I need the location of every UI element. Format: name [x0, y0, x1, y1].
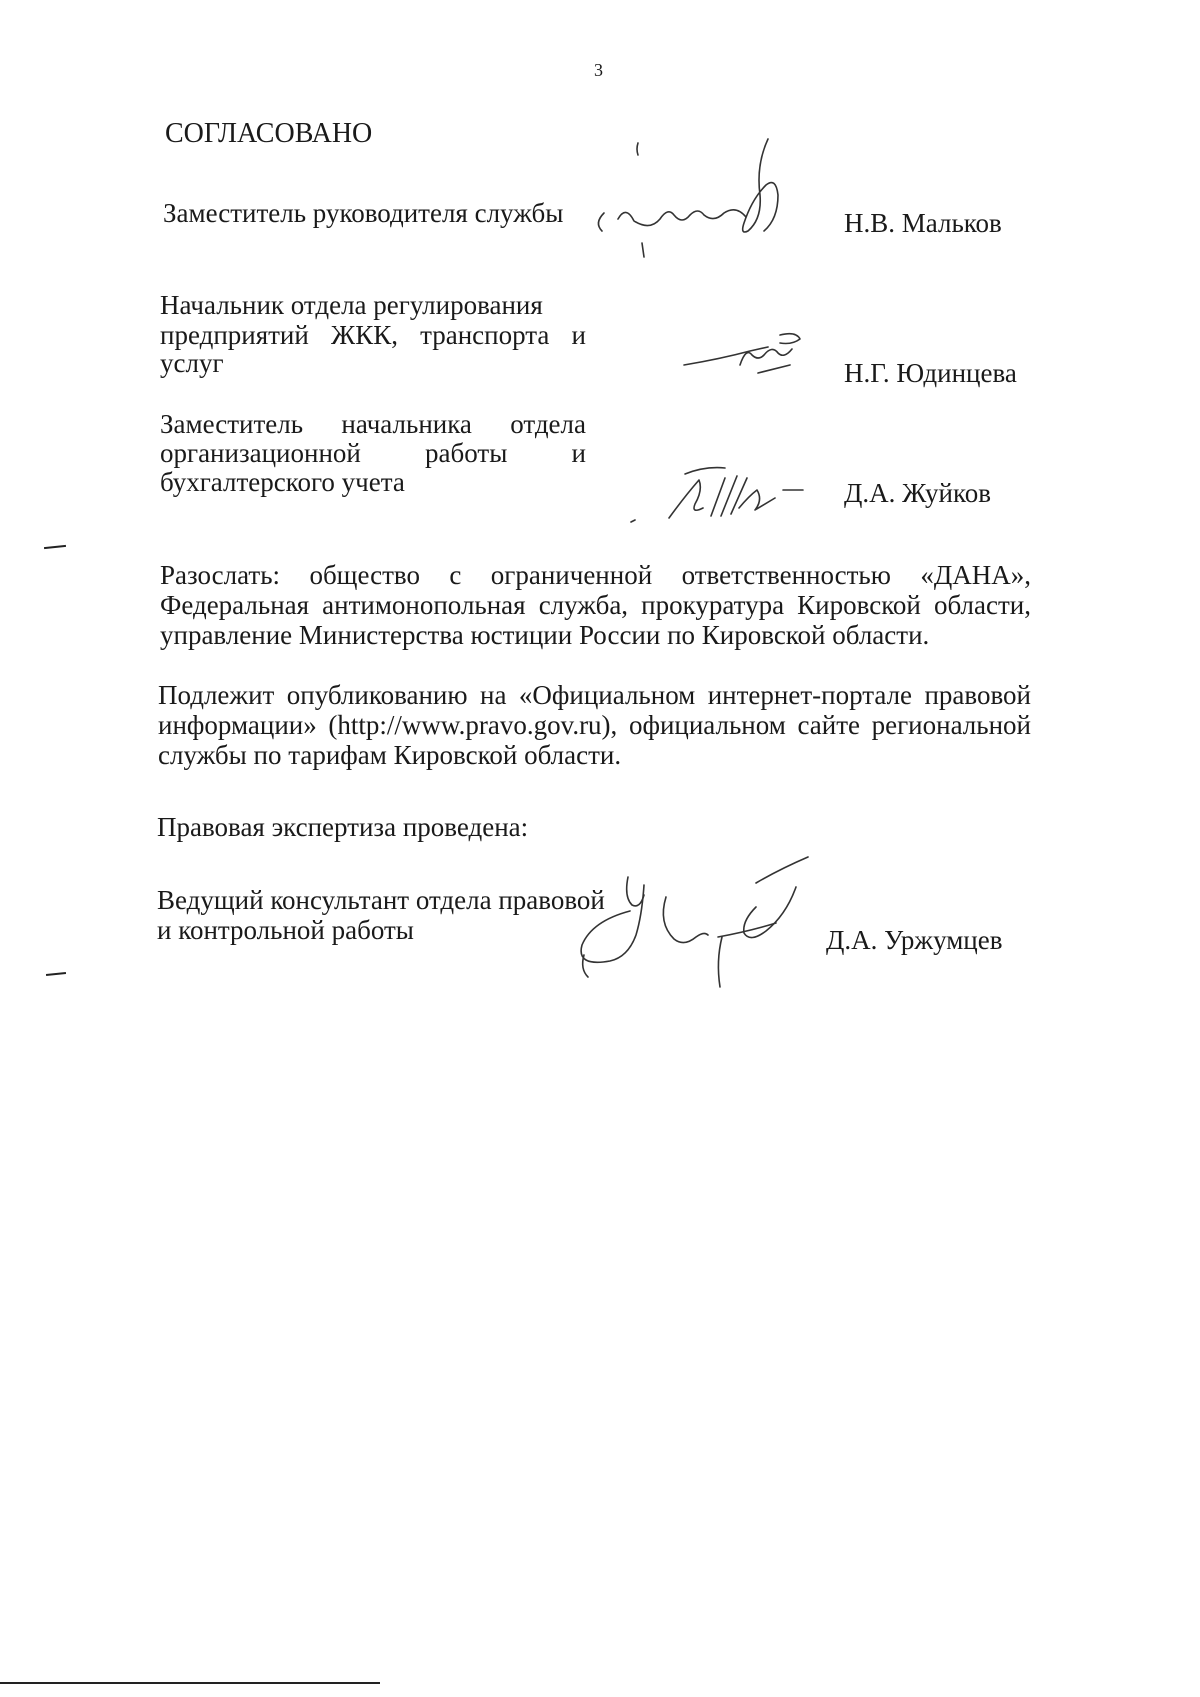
legal-review-name: Д.А. Уржумцев	[826, 925, 1003, 955]
signatory-2-title-line-1: Начальник отдела регулирования	[160, 290, 543, 320]
signature-yudintseva	[680, 325, 810, 380]
legal-review-heading: Правовая экспертиза проведена:	[157, 812, 529, 842]
signatory-2-title-line-2: предприятий ЖКК, транспорта и	[160, 320, 586, 350]
signature-zhuikov	[625, 460, 825, 530]
legal-review-title-line-2: и контрольной работы	[157, 915, 414, 945]
distribution-line-3: управление Министерства юстиции России по Кировской области.	[160, 620, 930, 650]
margin-mark-top	[44, 545, 66, 549]
signatory-1-name: Н.В. Мальков	[844, 208, 1002, 238]
signature-urzhumtsev	[570, 845, 820, 995]
signatory-3-title-line-1: Заместитель начальника отдела	[160, 409, 586, 439]
signatory-1-title: Заместитель руководителя службы	[163, 198, 564, 228]
publication-line-1: Подлежит опубликованию на «Официальном интернет-портале правовой	[158, 680, 1031, 710]
page-number: 3	[594, 60, 603, 80]
approval-heading: СОГЛАСОВАНО	[165, 118, 373, 149]
signatory-2-title-line-3: услуг	[160, 348, 224, 378]
publication-line-2: информации» (http://www.pravo.gov.ru), официальном сайте региональной	[158, 710, 1031, 740]
distribution-line-1: Разослать: общество с ограниченной ответственностью «ДАНА»,	[160, 560, 1031, 590]
bottom-rule	[0, 1682, 380, 1684]
legal-review-title-line-1: Ведущий консультант отдела правовой	[157, 885, 605, 915]
signature-malkov	[590, 135, 790, 265]
distribution-line-2: Федеральная антимонопольная служба, прокуратура Кировской области,	[160, 590, 1031, 620]
signatory-3-title-line-2: организационной работы и	[160, 438, 586, 468]
margin-mark-bottom	[46, 972, 66, 976]
publication-line-3: службы по тарифам Кировской области.	[158, 740, 622, 770]
signatory-2-name: Н.Г. Юдинцева	[844, 358, 1017, 388]
signatory-3-title-line-3: бухгалтерского учета	[160, 467, 405, 497]
signatory-3-name: Д.А. Жуйков	[844, 478, 991, 508]
